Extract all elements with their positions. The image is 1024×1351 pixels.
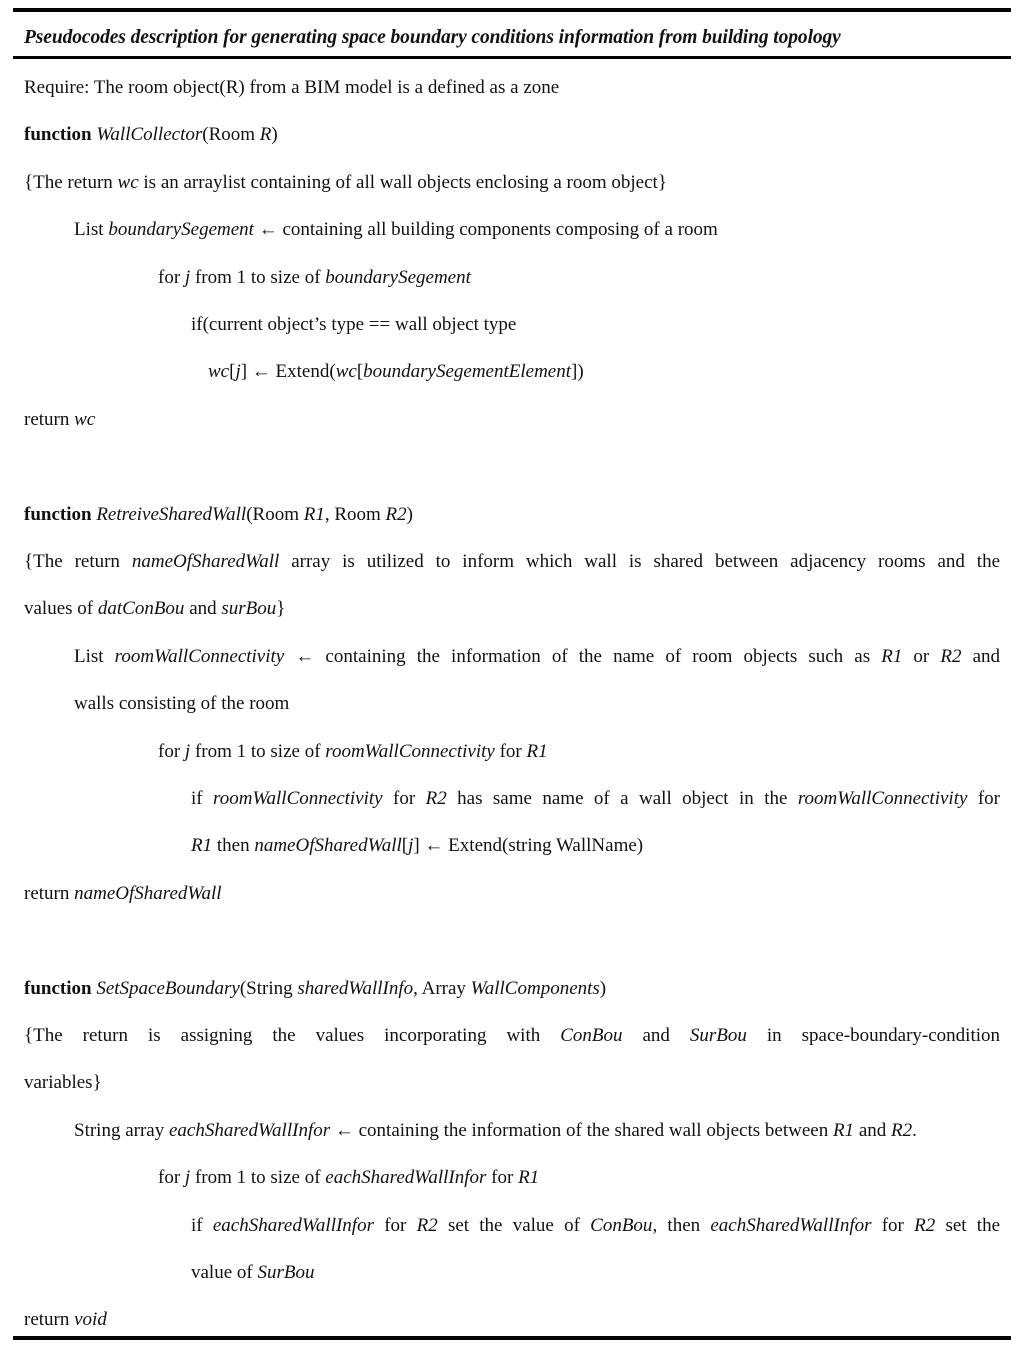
pseudocode-line xyxy=(24,597,285,621)
text-segment: ← containing all building components composing of a room xyxy=(253,219,718,241)
text-segment: List xyxy=(74,645,115,667)
text-segment: if(current object’s type == wall object type xyxy=(191,314,517,335)
identifier: R1 xyxy=(303,503,325,525)
text-segment: for xyxy=(158,1167,185,1189)
text-segment: ] ← Extend(string WallName) xyxy=(413,835,644,857)
identifier: eachSharedWallInfor xyxy=(212,1214,374,1236)
text-segment: [ xyxy=(229,361,236,383)
text-segment: set the xyxy=(935,1214,1001,1236)
identifier: j xyxy=(184,266,191,288)
pseudocode-line xyxy=(74,692,289,716)
pseudocode-line xyxy=(24,1024,1000,1048)
identifier: nameOfSharedWall xyxy=(131,551,280,572)
text-segment: ) xyxy=(271,124,278,146)
text-segment: ) xyxy=(599,977,607,999)
text-segment: Require: The room object(R) from a BIM model is a defined as a zone xyxy=(24,77,560,98)
text-segment: for xyxy=(871,1214,915,1236)
identifier: SetSpaceBoundary xyxy=(96,977,240,999)
text-segment: if xyxy=(191,788,214,809)
identifier: j xyxy=(184,740,191,762)
identifier: R xyxy=(259,124,272,146)
text-segment: if xyxy=(191,1214,213,1236)
identifier: R1 xyxy=(518,1167,540,1189)
text-segment: array is utilized to inform which wall is shared between adjacency rooms and the xyxy=(279,551,1000,572)
text-segment: set the value of xyxy=(437,1214,591,1236)
text-segment: from 1 to size of xyxy=(190,1167,326,1189)
pseudocode-line xyxy=(191,834,643,858)
pseudocode-line xyxy=(24,408,95,432)
identifier: eachSharedWallInfor xyxy=(168,1119,331,1141)
identifier: ConBou xyxy=(560,1025,623,1046)
text-segment: from 1 to size of xyxy=(190,740,326,762)
text-segment: ] ← Extend( xyxy=(240,361,336,383)
pseudocode-line xyxy=(191,1261,314,1285)
text-segment: return xyxy=(24,1309,75,1331)
identifier: surBou xyxy=(221,598,277,620)
pseudocode-title: Pseudocodes description for generating space boundary conditions information from building topology xyxy=(24,27,841,48)
text-segment: [ xyxy=(356,361,364,383)
text-segment: for xyxy=(382,788,426,809)
identifier: wc xyxy=(117,171,139,193)
identifier: nameOfSharedWall xyxy=(74,882,222,904)
identifier: j xyxy=(408,835,414,857)
text-segment: variables} xyxy=(24,1072,102,1094)
pseudocode-line xyxy=(208,360,584,384)
pseudocode-line xyxy=(24,882,222,906)
pseudocode-line xyxy=(74,218,718,242)
text-segment: and xyxy=(961,645,1000,667)
text-segment: for xyxy=(486,1167,519,1189)
identifier: R2 xyxy=(914,1214,936,1236)
identifier: j xyxy=(235,361,241,383)
identifier: R1 xyxy=(832,1119,855,1141)
pseudocode-line xyxy=(24,123,278,147)
text-segment: , then xyxy=(652,1214,711,1236)
identifier: boundarySegementElement xyxy=(363,361,572,383)
text-segment: return xyxy=(24,408,75,430)
text-segment: in space-boundary-condition xyxy=(746,1025,1001,1046)
pseudocode-line xyxy=(158,740,548,764)
pseudocode-line xyxy=(24,76,559,100)
pseudocode-line xyxy=(191,1214,1000,1238)
text-segment: for xyxy=(373,1214,417,1236)
identifier: SurBou xyxy=(689,1025,747,1046)
identifier: SurBou xyxy=(257,1262,315,1283)
pseudocode-line xyxy=(191,313,516,337)
identifier: roomWallConnectivity xyxy=(114,645,285,667)
text-segment: walls consisting of the room xyxy=(74,693,290,715)
identifier: roomWallConnectivity xyxy=(213,788,383,809)
pseudocode-line xyxy=(24,550,1000,574)
pseudocode-line xyxy=(158,1166,539,1190)
text-segment: ← containing the information of the shared wall objects between xyxy=(330,1119,833,1141)
identifier: eachSharedWallInfor xyxy=(325,1167,487,1189)
identifier: wc xyxy=(335,361,357,383)
text-segment: is an arraylist containing of all wall objects enclosing a room object} xyxy=(138,171,667,193)
text-segment: , Array xyxy=(413,977,471,999)
keyword: function xyxy=(24,503,92,525)
header-rule xyxy=(13,56,1011,59)
text-segment: (Room xyxy=(246,503,304,525)
identifier: j xyxy=(184,1167,191,1189)
identifier: R2 xyxy=(940,645,962,667)
pseudocode-line xyxy=(24,977,606,1001)
identifier: nameOfSharedWall xyxy=(254,835,402,857)
top-rule xyxy=(13,8,1011,12)
text-segment: or xyxy=(902,645,941,667)
identifier: roomWallConnectivity xyxy=(325,740,495,762)
text-segment: String array xyxy=(74,1119,169,1141)
text-segment: {The return is assigning the values incorporating with xyxy=(24,1025,561,1046)
identifier: boundarySegement xyxy=(108,219,254,241)
pseudocode-line xyxy=(191,787,1000,811)
keyword: function xyxy=(24,124,92,146)
identifier: R2 xyxy=(416,1214,438,1236)
text-segment: has same name of a wall object in the xyxy=(446,788,798,809)
identifier: datConBou xyxy=(97,598,185,620)
text-segment: return xyxy=(24,882,75,904)
text-segment: (Room xyxy=(202,124,260,146)
pseudocode-line xyxy=(158,266,471,290)
identifier: wc xyxy=(208,361,230,383)
identifier: R1 xyxy=(191,835,213,857)
identifier: sharedWallInfo xyxy=(297,977,414,999)
text-segment: and xyxy=(622,1025,690,1046)
text-segment: [ xyxy=(401,835,409,857)
text-segment: value of xyxy=(191,1262,258,1283)
text-segment: (String xyxy=(239,977,298,999)
identifier: void xyxy=(74,1309,107,1331)
text-segment: for xyxy=(494,740,527,762)
text-segment: for xyxy=(967,788,1000,809)
text-segment: from 1 to size of xyxy=(190,266,326,288)
text-segment: } xyxy=(276,598,286,620)
text-segment: for xyxy=(158,266,185,288)
identifier: roomWallConnectivity xyxy=(797,788,968,809)
pseudocode-line xyxy=(24,1308,107,1332)
identifier: R2 xyxy=(425,788,447,809)
identifier: R2 xyxy=(891,1119,913,1141)
text-segment: {The return xyxy=(24,551,132,572)
text-segment: and xyxy=(184,598,222,620)
pseudocode-line xyxy=(24,171,667,195)
identifier: R2 xyxy=(385,503,407,525)
identifier: WallComponents xyxy=(470,977,600,999)
text-segment: ← containing the information of the name of room objects such as xyxy=(284,645,882,667)
text-segment: . xyxy=(912,1119,917,1141)
text-segment: ) xyxy=(406,503,413,525)
pseudocode-line xyxy=(74,645,1000,669)
text-segment: and xyxy=(854,1119,891,1141)
text-segment: List xyxy=(74,219,109,241)
identifier: boundarySegement xyxy=(325,266,471,288)
keyword: function xyxy=(24,977,92,999)
text-segment: for xyxy=(158,740,185,762)
text-segment: {The return xyxy=(24,171,118,193)
identifier: wc xyxy=(74,408,96,430)
identifier: WallCollector xyxy=(96,124,203,146)
pseudocode-line xyxy=(74,1119,917,1143)
text-segment: then xyxy=(212,835,255,857)
identifier: R1 xyxy=(526,740,548,762)
identifier: R1 xyxy=(881,645,903,667)
text-segment: , Room xyxy=(324,503,386,525)
identifier: ConBou xyxy=(590,1214,653,1236)
bottom-rule xyxy=(13,1336,1011,1340)
pseudocode-line xyxy=(24,503,413,527)
text-segment: ]) xyxy=(571,361,584,383)
identifier: RetreiveSharedWall xyxy=(96,503,247,525)
text-segment: values of xyxy=(24,598,98,620)
pseudocode-line xyxy=(24,1071,102,1095)
identifier: eachSharedWallInfor xyxy=(710,1214,872,1236)
